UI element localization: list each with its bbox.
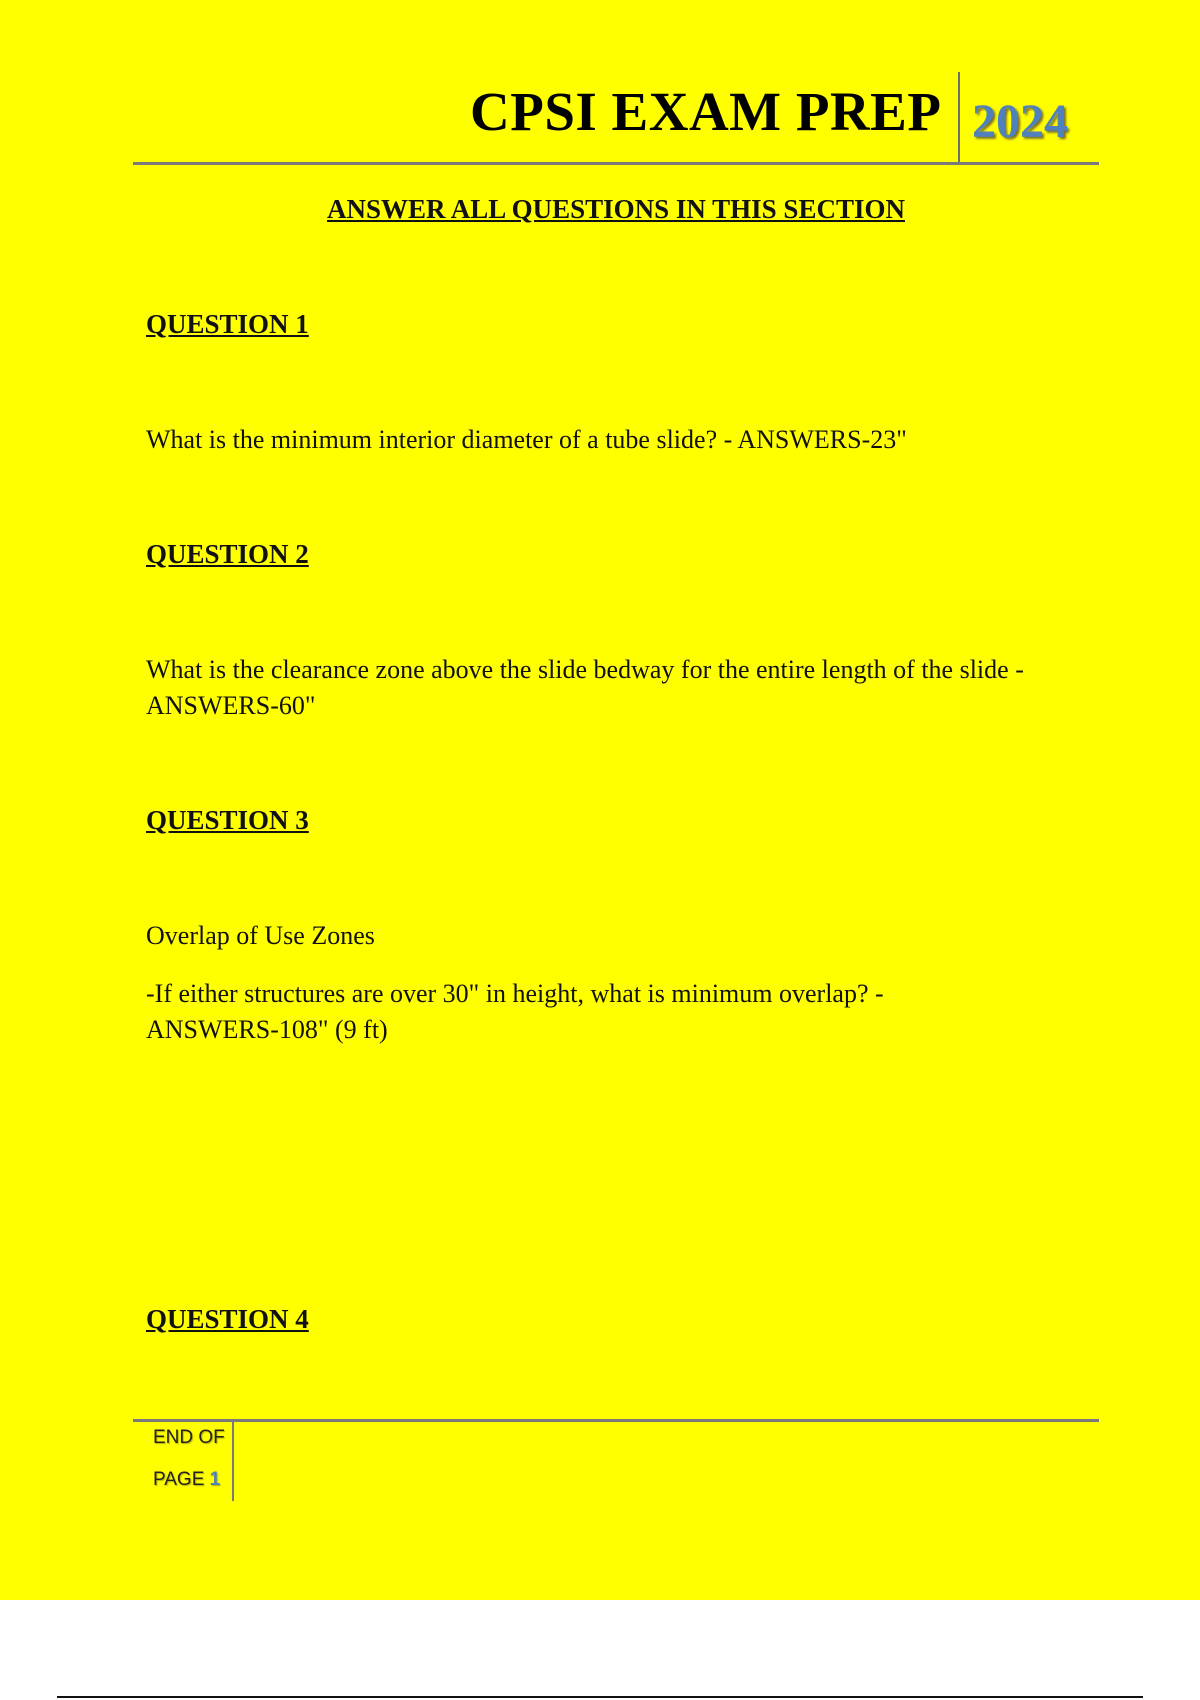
header-divider [958, 72, 960, 164]
question-1-heading: QUESTION 1 [146, 309, 309, 339]
footer-page-label [153, 1468, 220, 1492]
footer-page-word: PAGE [153, 1469, 205, 1490]
footer-divider [232, 1421, 234, 1501]
question-2-heading: QUESTION 2 [146, 539, 309, 569]
question-1-text: What is the minimum interior diameter of a tube slide? - ANSWERS-23" [146, 425, 907, 454]
section-heading: ANSWER ALL QUESTIONS IN THIS SECTION [327, 194, 905, 224]
footer-end-of: END OF [153, 1427, 225, 1448]
question-2-text: What is the clearance zone above the slide bedway for the entire length of the slide - ANSWERS-60" [146, 655, 1024, 720]
footer-rule [133, 1419, 1099, 1422]
footer-page-number: 1 [209, 1469, 221, 1490]
bottom-rule [57, 1696, 1143, 1698]
document-year: 2024 [972, 95, 1068, 148]
header-rule [133, 162, 1099, 165]
question-3-subtitle: Overlap of Use Zones [146, 921, 375, 950]
question-3-text: -If either structures are over 30" in height, what is minimum overlap? - ANSWERS-108" (9 ft) [146, 979, 884, 1044]
question-4-heading: QUESTION 4 [146, 1304, 309, 1334]
question-3-heading: QUESTION 3 [146, 805, 309, 835]
document-title: CPSI EXAM PREP [470, 81, 942, 142]
